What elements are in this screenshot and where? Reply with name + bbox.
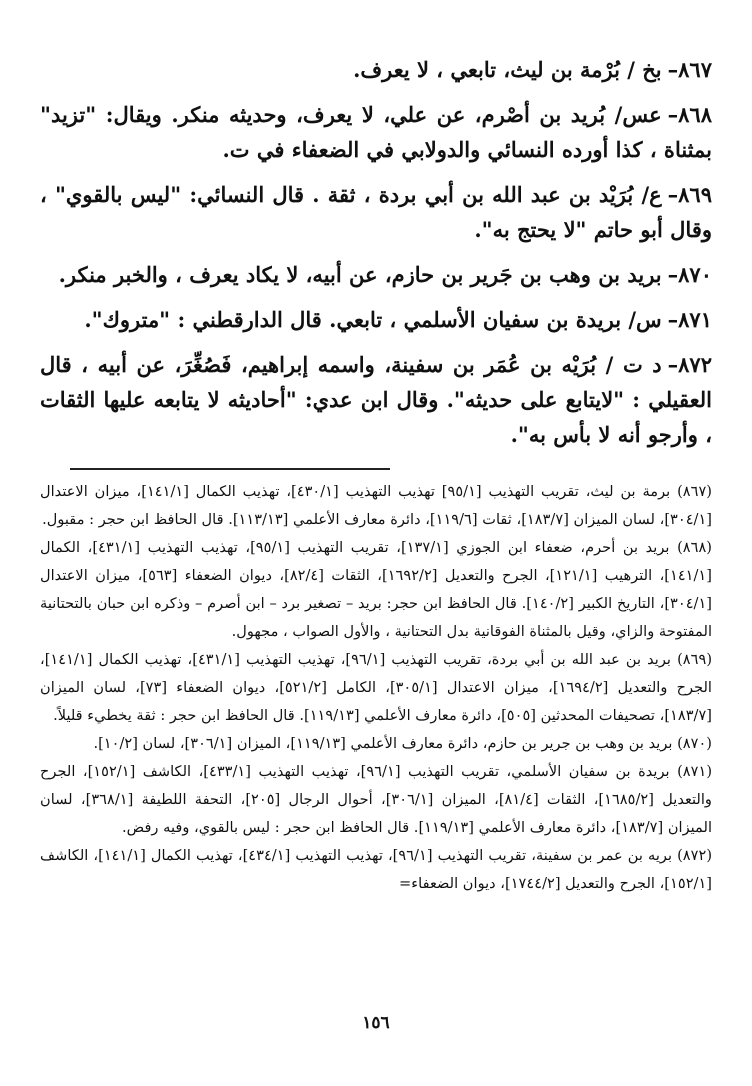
footnote-867 [40, 478, 712, 534]
footnote-number: (٨٧٢) [677, 847, 713, 864]
footnotes-section [40, 478, 712, 898]
entry-text: بريد بن وهب بن جَرير بن حازم، عن أبيه، لا يكاد يعرف ، والخبر منكر. [58, 262, 662, 287]
footnote-number: (٨٧٠) [677, 735, 712, 752]
footnote-number: (٨٦٧) [677, 483, 712, 500]
entry-number: ٨٦٨– [667, 102, 712, 127]
entry-871 [40, 302, 712, 337]
entries-section [40, 52, 712, 452]
entry-872 [40, 347, 712, 452]
entry-868 [40, 97, 712, 167]
footnote-text: بريه بن عمر بن سفينة، تقريب التهذيب [٩٦/١]، تهذيب التهذيب [٤٣٤/١]، تهذيب الكمال [١٤١/١]، الكاشف [١٥٢/١]، الجرح والتعديل [١٧٤٤/٢]، ديوان الضعفاء= [40, 847, 712, 892]
footnote-text: بريد بن عبد الله بن أبي بردة، تقريب التهذيب [٩٦/١]، تهذيب التهذيب [٤٣١/١]، تهذيب الكمال [١٤١/١]، الجرح والتعديل [١٦٩٤/٢]، ميزان الاعتدال [٣٠٥/١]، الكامل [٥٢١/٢]، ديوان الضعفاء [٧٣]، لسان الميزان [١٨٣/٧]، تصحيفات المحدثين [٥٠٥]، دائرة معارف الأعلمي [١١٩/١٣]. قال الحافظ ابن حجر : ثقة يخطيء قليلاً. [40, 651, 712, 724]
entry-870 [40, 257, 712, 292]
footnote-text: بريد بن أحرم، ضعفاء ابن الجوزي [١٣٧/١]، تقريب التهذيب [٩٥/١]، تهذيب التهذيب [٤٣١/١]، الكمال [١٤١/١]، الترهيب [١٢١/١]، الجرح والتعديل [١٦٩٢/٢]، الثقات [٨٢/٤]، ديوان الضعفاء [٥٦٣]، ميزان الاعتدال [٣٠٤/١]، التاريخ الكبير [١٤٠/٢]. قال الحافظ ابن حجر: بريد – تصغير برد – ابن أصرم – وذكره ابن حبان بالتحتانية المفتوحة والزاي، وقيل بالمثناة الفوقانية بدل التحتانية ، والأول الصواب ، مجهول. [40, 539, 712, 640]
footnote-871 [40, 758, 712, 842]
entry-text: بخ / بُرْمة بن ليث، تابعي ، لا يعرف. [353, 57, 662, 82]
entry-number: ٨٧٢– [667, 352, 712, 377]
entry-text: ع/ بُرَيْد بن عبد الله بن أبي بردة ، ثقة . قال النسائي: "ليس بالقوي" ، وقال أبو حاتم "لا يحتج به". [40, 182, 712, 242]
footnote-text: بريد بن وهب بن جرير بن حازم، دائرة معارف الأعلمي [١١٩/١٣]، الميزان [٣٠٦/١]، لسان [١٠/٢]. [93, 735, 673, 752]
entry-869 [40, 177, 712, 247]
footnote-text: برمة بن ليث، تقريب التهذيب [٩٥/١] تهذيب التهذيب [٤٣٠/١]، تهذيب الكمال [١٤١/١]، ميزان الاعتدال [٣٠٤/١]، لسان الميزان [١٨٣/٧]، ثقات [١١٩/٦]، دائرة معارف الأعلمي [١١٣/١٣]. قال الحافظ ابن حجر : مقبول. [40, 483, 712, 528]
entry-number: ٨٦٩– [667, 182, 712, 207]
entry-number: ٨٧٠– [667, 262, 712, 287]
entry-text: عس/ بُريد بن أصْرم، عن علي، لا يعرف، وحديثه منكر. ويقال: "تزيد" بمثناة ، كذا أورده النسائي والدولابي في الضعفاء في ت. [40, 102, 712, 162]
entry-867 [40, 52, 712, 87]
footnote-872 [40, 842, 712, 898]
footnote-870 [40, 730, 712, 758]
page-number: ١٥٦ [362, 1013, 390, 1033]
footnote-869 [40, 646, 712, 730]
footnote-number: (٨٦٨) [677, 539, 712, 556]
entry-number: ٨٧١– [667, 307, 712, 332]
entry-text: س/ بريدة بن سفيان الأسلمي ، تابعي. قال الدارقطني : "متروك". [84, 307, 662, 332]
footnote-text: بريدة بن سفيان الأسلمي، تقريب التهذيب [٩٦/١]، تهذيب التهذيب [٤٣٣/١]، الكاشف [١٥٢/١]، الجرح والتعديل [١٦٨٥/٢]، الثقات [٨١/٤]، الميزان [٣٠٦/١]، أحوال الرجال [٢٠٥]، التحفة اللطيفة [٣٦٨/١]، لسان الميزان [١٨٣/٧]، دائرة معارف الأعلمي [١١٩/١٣]. قال الحافظ ابن حجر : ليس بالقوي، وفيه رفض. [40, 763, 712, 836]
footnote-number: (٨٧١) [677, 763, 713, 780]
footnote-number: (٨٦٩) [677, 651, 713, 668]
footnote-868 [40, 534, 712, 646]
entry-text: د ت / بُرَيْه بن عُمَر بن سفينة، واسمه إبراهيم، فَصُغِّرَ، عن أبيه ، قال العقيلي : "لايتابع على حديثه". وقال ابن عدي: "أحاديثه لا يتابعه عليها الثقات ، وأرجو أنه لا بأس به". [40, 352, 712, 447]
footnote-divider [70, 468, 390, 470]
entry-number: ٨٦٧– [667, 57, 712, 82]
